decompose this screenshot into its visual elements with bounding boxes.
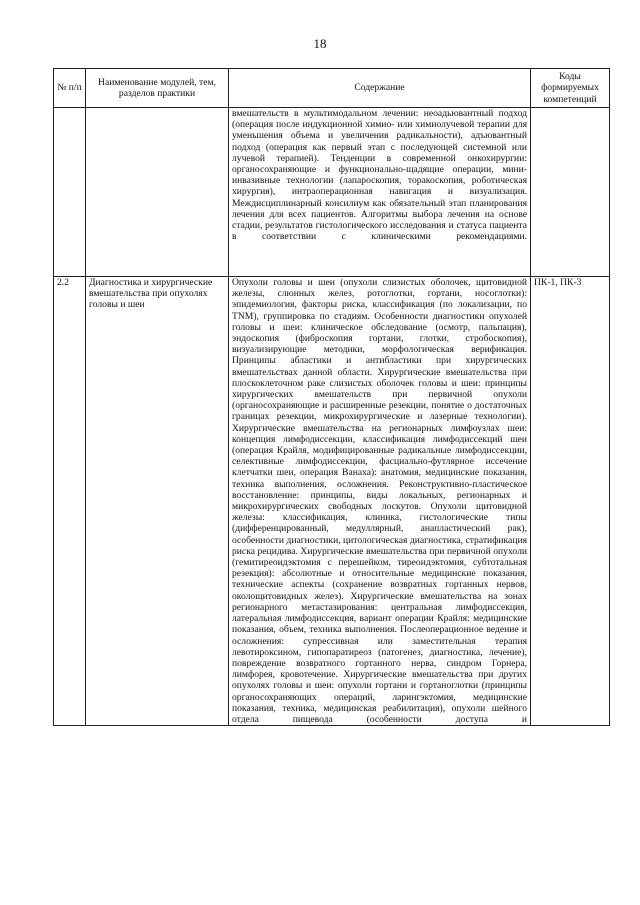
curriculum-table xyxy=(53,68,610,726)
row-codes: ПК-1, ПК-3 xyxy=(531,277,610,726)
row-content-text: Опухоли головы и шеи (опухоли слизистых оболочек, щитовидной железы, слюнных желез, ротоглотки, гортани, носоглотки): эпидемиология, факторы риска, классификация (по локализации, по TNM), группировка по стадиям. Особенности диагностики опухолей головы и шеи: клиническое обследование (осмотр, пальпация), эндоскопия (фиброскопия гортани, глотки, стробоскопия), визуализирующие методики, морфологическая верификация. Принципы абластики и антибластики при хирургических вмешательствах данной области. Хирургические вмешательства при плоскоклеточном раке слизистых оболочек головы и шеи: принципы хирургических вмешательств при первичной опухоли (органосохраняющие и расширенные резекции, понятие о достаточных границах резекции, микрохирургические и лазерные технологии). Хирургические вмешательства на регионарных лимфоузлах шеи: концепция лимфодиссекции, классификация лимфодиссекций шеи (операция Крайля, модифицированные радикальные лимфодиссекции, селективные лимфодиссекции, фасциально-футлярное иссечение клетчатки шеи, операция Ванаха): анатомия, медицинские показания, техника выполнения, осложнения. Реконструктивно-пластическое восстановление: принципы, виды локальных, регионарных и микрохирургических свободных лоскутов. Опухоли щитовидной железы: классификация, клиника, гистологические типы (дифференцированный, медуллярный, анапластический рак), особенности диагностики, цитологическая диагностика, стратификация риска рецидива. Хирургические вмешательства при первичной опухоли (гемитиреоидэктомия с перешейком, тиреоидэктомия, субтотальная резекция): абсолютные и относительные медицинские показания, технические аспекты (сохранение возвратных гортанных нервов, околощитовидных желез). Хирургические вмешательства на зонах регионарного метастазирования: центральная лимфодиссекция, латеральная лимфодиссекция, вариант операции Крайля: медицинские показания, объем, техника выполнения. Послеоперационное ведение и осложнения: супрессивная или заместительная терапия левотироксином, гипопаратиреоз (патогенез, диагностика, лечение), повреждение возвратного гортанного нерва, синдром Горнера, лимфорея, кровотечение. Хирургические вмешательства при других опухолях головы и шеи: опухоли гортани и гортаноглотки (принципы органосохраняющих операций, ларингэктомия, медицинские показания, техника, медицинская реабилитация), опухоли шейного отдела пищевода (особенности доступа и xyxy=(232,277,527,725)
page-number: 18 xyxy=(313,36,327,51)
table-row xyxy=(54,277,610,726)
row-content xyxy=(229,108,531,277)
table-header-row xyxy=(54,69,610,108)
row-num: 2.2 xyxy=(54,277,86,726)
row-name: Диагностика и хирургические вмешательства при опухолях головы и шеи xyxy=(86,277,229,726)
row-content xyxy=(229,277,531,726)
header-name: Наименование модулей, тем, разделов практики xyxy=(86,69,229,108)
row-codes xyxy=(531,108,610,277)
header-content: Содержание xyxy=(229,69,531,108)
row-num xyxy=(54,108,86,277)
row-name xyxy=(86,108,229,277)
row-content-text: вмешательств в мультимодальном лечении: неоадьювантный подход (операция после индукционной химио- или химиолучевой терапии для уменьшения объема и увеличения радикальности), адъювантный подход (операция как первый этап с последующей системной или лучевой терапией). Тенденции в современной онкохирургии: органосохраняющие и функционально-щадящие операции, мини-инвазивные технологии (лапароскопия, торакоскопия, роботическая хирургия), интраоперационная навигация и визуализация. Междисциплинарный консилиум как обязательный этап планирования лечения для всех пациентов. Алгоритмы выбора лечения на основе стадии, результатов гистологического исследования и статуса пациента в соответствии с клиническими рекомендациями. xyxy=(232,108,527,243)
header-num: № п/п xyxy=(54,69,86,108)
table-row xyxy=(54,108,610,277)
header-codes: Коды формируемых компетенций xyxy=(531,69,610,108)
